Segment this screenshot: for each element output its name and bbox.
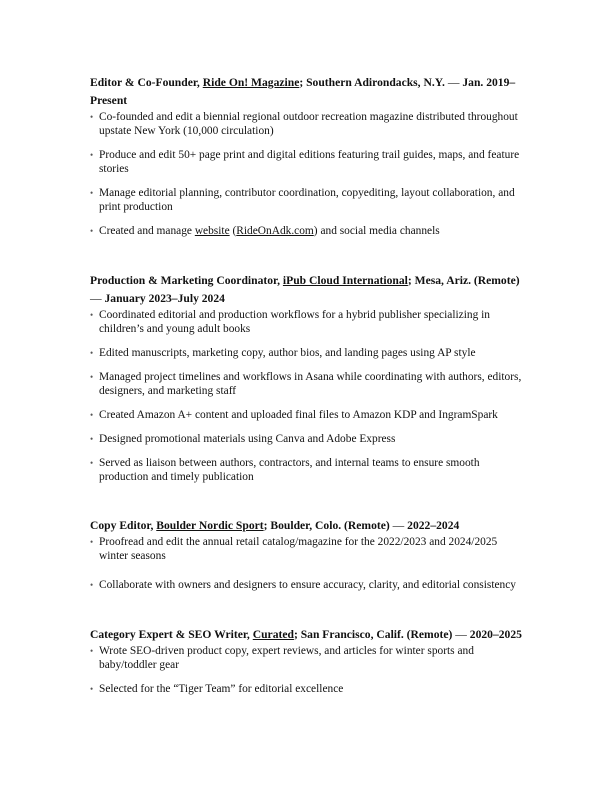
bullet-text: Proofread and edit the annual retail catalog/magazine for the 2022/2023 and 2024/2025 winter seasons [99, 536, 498, 562]
bullet-text: Manage editorial planning, contributor coordination, copyediting, layout collaboration, and print production [99, 187, 515, 213]
bullet-icon: • [90, 150, 94, 160]
bullet-text: Coordinated editorial and production workflows for a hybrid publisher specializing in children’s and young adult books [99, 309, 490, 335]
job-title: Category Expert & SEO Writer, [90, 628, 253, 641]
bullet-icon: • [90, 458, 94, 468]
company-link[interactable]: iPub Cloud International [282, 274, 408, 287]
rideonadk-link[interactable]: RideOnAdk.com [236, 225, 314, 237]
date-dash: — [392, 519, 405, 532]
job-title: Copy Editor, [90, 519, 157, 532]
company-link[interactable]: Ride On! Magazine [202, 76, 300, 89]
bullet-list [90, 535, 522, 592]
bullet-icon: • [90, 434, 94, 444]
bullet-item [90, 110, 522, 138]
bullet-text: Served as liaison between authors, contractors, and internal teams to ensure smooth production and timely publication [99, 457, 480, 483]
bullet-item [90, 408, 522, 422]
bullet-text: Co-founded and edit a biennial regional outdoor recreation magazine distributed throughout upstate New York (10,000 circulation) [99, 111, 518, 137]
job-title: Production & Marketing Coordinator, [90, 274, 283, 287]
job-location: ; Southern Adirondacks, N.Y. [299, 76, 448, 89]
bullet-text: Edited manuscripts, marketing copy, author bios, and landing pages using AP style [99, 347, 476, 359]
bullet-item [90, 456, 522, 484]
bullet-list [90, 644, 522, 696]
resume-page [90, 74, 522, 730]
bullet-item [90, 308, 522, 336]
bullet-item [90, 535, 522, 563]
bullet-list [90, 308, 522, 484]
bullet-item [90, 346, 522, 360]
bullet-item [90, 148, 522, 176]
job-location: ; Mesa, Ariz. [407, 274, 474, 287]
job-entry-curated [90, 626, 522, 696]
bullet-text: Created Amazon A+ content and uploaded final files to Amazon KDP and IngramSpark [99, 409, 498, 421]
company-link[interactable]: Curated [252, 628, 294, 641]
job-header [90, 517, 522, 535]
job-remote: (Remote) [344, 519, 390, 532]
bullet-text: Produce and edit 50+ page print and digital editions featuring trail guides, maps, and feature stories [99, 149, 520, 175]
job-entry-ipub-cloud [90, 272, 522, 484]
job-dates: 2020–2025 [466, 628, 522, 641]
job-dates: January 2023–July 2024 [101, 292, 225, 305]
bullet-item [90, 432, 522, 446]
job-dates: Jan. 2019–Present [90, 76, 516, 107]
date-dash: — [455, 628, 467, 641]
bullet-item [90, 644, 522, 672]
bullet-item [90, 186, 522, 214]
bullet-icon: • [90, 410, 94, 420]
bullet-text-prefix: Created and manage [99, 225, 195, 237]
bullet-item [90, 370, 522, 398]
company-link[interactable]: Boulder Nordic Sport [156, 519, 264, 532]
bullet-text: Selected for the “Tiger Team” for editorial excellence [99, 683, 344, 695]
job-location: ; San Francisco, Calif. [293, 628, 407, 641]
job-title: Editor & Co-Founder, [90, 76, 203, 89]
job-location: ; Boulder, Colo. [263, 519, 345, 532]
job-header [90, 272, 522, 308]
bullet-icon: • [90, 226, 94, 236]
date-dash: — [447, 76, 460, 89]
bullet-icon: • [90, 580, 94, 590]
job-entry-ride-on-magazine [90, 74, 522, 238]
job-dates: 2022–2024 [404, 519, 460, 532]
bullet-icon: • [90, 372, 94, 382]
bullet-text: Collaborate with owners and designers to ensure accuracy, clarity, and editorial consistency [99, 579, 516, 591]
bullet-text: Designed promotional materials using Canva and Adobe Express [99, 433, 396, 445]
job-header [90, 626, 522, 644]
bullet-icon: • [90, 188, 94, 198]
bullet-text: Managed project timelines and workflows in Asana while coordinating with authors, editors, designers, and marketing staff [99, 371, 522, 397]
bullet-text-suffix: ) and social media channels [313, 225, 440, 237]
job-entry-boulder-nordic-sport [90, 517, 522, 592]
bullet-icon: • [90, 310, 94, 320]
website-link[interactable]: website [194, 225, 230, 237]
bullet-item [90, 682, 522, 696]
bullet-icon: • [90, 537, 94, 547]
bullet-item [90, 224, 522, 238]
job-remote: (Remote) [406, 628, 453, 641]
bullet-list [90, 110, 522, 238]
paren-open: ( [229, 225, 237, 237]
job-header [90, 74, 522, 110]
bullet-icon: • [90, 112, 94, 122]
bullet-item [90, 578, 522, 592]
job-remote: (Remote) [473, 274, 520, 287]
bullet-text: Wrote SEO-driven product copy, expert reviews, and articles for winter sports and baby/toddler gear [99, 645, 474, 671]
bullet-icon: • [90, 348, 94, 358]
bullet-icon: • [90, 684, 94, 694]
bullet-icon: • [90, 646, 94, 656]
date-dash: — [90, 292, 102, 305]
